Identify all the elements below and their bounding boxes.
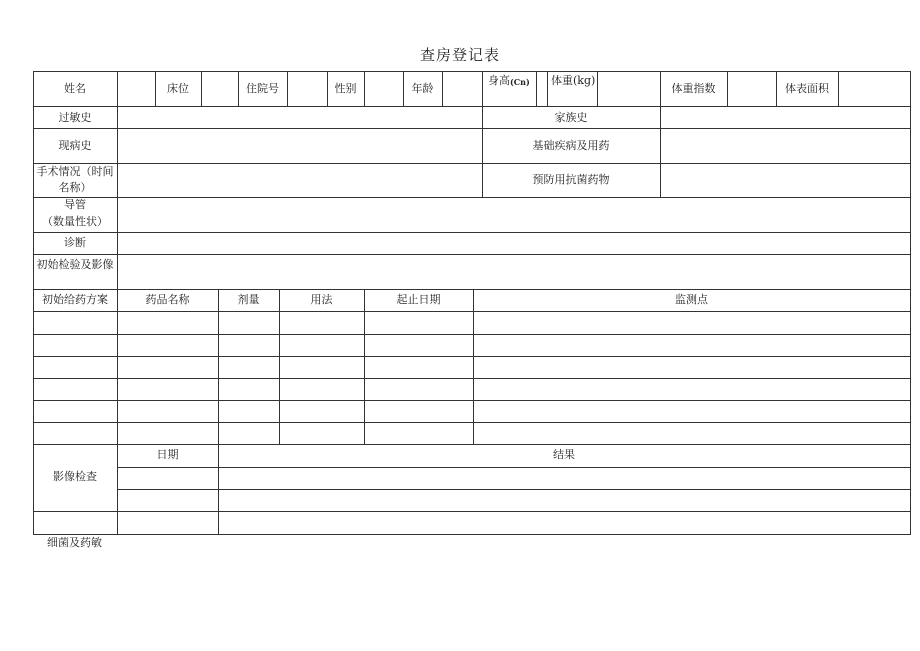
drug-plan-label: 初始给药方案 [42, 293, 108, 306]
weight-label: 体重(kg) [551, 74, 596, 87]
catheter-label-line1: 导管 [64, 198, 86, 211]
drug-table-cell[interactable] [279, 334, 365, 357]
drug-table-cell[interactable] [364, 356, 474, 379]
drug-table-cell[interactable] [117, 422, 219, 445]
basic-disease-label: 基础疾病及用药 [532, 139, 610, 152]
drug-table-cell[interactable] [279, 378, 365, 401]
height-label: 身高 [488, 74, 510, 87]
drug-table-cell[interactable] [473, 378, 911, 401]
drug-table-cell[interactable] [33, 422, 118, 445]
drug-table-cell[interactable] [364, 422, 474, 445]
imaging-result-cell[interactable] [218, 467, 911, 490]
admission-label: 住院号 [246, 82, 279, 95]
drug-table-cell[interactable] [364, 400, 474, 423]
prophylaxis-value-cell[interactable] [660, 163, 911, 198]
drug-table-cell[interactable] [117, 400, 219, 423]
drug-column-label: 药品名称 [145, 293, 190, 306]
diagnosis-label: 诊断 [64, 236, 86, 249]
drug-table-cell[interactable] [218, 311, 280, 335]
admission-value-cell[interactable] [287, 71, 328, 107]
prophylaxis-label: 预防用抗菌药物 [532, 173, 610, 186]
present-illness-label: 现病史 [58, 139, 92, 152]
drug-table-cell[interactable] [33, 334, 118, 357]
bmi-value-cell[interactable] [727, 71, 777, 107]
sex-label: 性别 [334, 82, 357, 95]
diagnosis-value-cell[interactable] [117, 232, 911, 255]
drug-table-cell[interactable] [117, 334, 219, 357]
family-value-cell[interactable] [660, 106, 911, 129]
drug-column-label: 用法 [310, 293, 333, 306]
drug-column-label: 监测点 [675, 293, 708, 306]
drug-table-cell[interactable] [33, 400, 118, 423]
surgery-value-cell[interactable] [117, 163, 483, 198]
drug-table-cell[interactable] [364, 334, 474, 357]
drug-table-cell[interactable] [473, 356, 911, 379]
bsa-value-cell[interactable] [838, 71, 911, 107]
drug-table-cell[interactable] [218, 356, 280, 379]
drug-table-cell[interactable] [117, 356, 219, 379]
imaging-label: 影像检查 [53, 470, 97, 483]
bacteria-label: 细菌及药敏 [47, 536, 102, 549]
drug-table-cell[interactable] [473, 334, 911, 357]
present-value-cell[interactable] [117, 128, 483, 164]
initial-exam-label: 初始检验及影像 [36, 258, 114, 271]
drug-table-cell[interactable] [218, 378, 280, 401]
name-label: 姓名 [64, 82, 86, 95]
age-label: 年龄 [411, 82, 434, 95]
drug-table-cell[interactable] [279, 422, 365, 445]
bacteria-label-cell [33, 511, 118, 535]
basic-disease-value-cell[interactable] [660, 128, 911, 164]
drug-table-cell[interactable] [218, 422, 280, 445]
drug-table-cell[interactable] [473, 311, 911, 335]
allergy-label: 过敏史 [58, 111, 92, 124]
drug-column-label: 剂量 [237, 293, 260, 306]
form-title: 查房登记表 [419, 46, 500, 64]
drug-table-cell[interactable] [473, 422, 911, 445]
family-label: 家族史 [554, 111, 588, 124]
drug-table-cell[interactable] [279, 400, 365, 423]
drug-table-cell[interactable] [218, 334, 280, 357]
imaging-date-label: 日期 [156, 448, 179, 461]
drug-table-cell[interactable] [364, 378, 474, 401]
bacteria-result-cell[interactable] [218, 511, 911, 535]
drug-table-cell[interactable] [279, 311, 365, 335]
imaging-date-cell[interactable] [117, 489, 219, 512]
drug-column-label: 起止日期 [396, 293, 441, 306]
imaging-result-cell[interactable] [218, 489, 911, 512]
height-unit: (Cn) [510, 77, 530, 87]
bed-label: 床位 [167, 82, 189, 95]
sex-value-cell[interactable] [364, 71, 404, 107]
imaging-date-cell[interactable] [117, 467, 219, 490]
surgery-label-line1: 手术情况（时间 [36, 165, 114, 178]
bed-value-cell[interactable] [201, 71, 239, 107]
drug-table-cell[interactable] [33, 356, 118, 379]
bsa-label: 体表面积 [785, 82, 829, 95]
drug-table-cell[interactable] [279, 356, 365, 379]
drug-table-cell[interactable] [473, 400, 911, 423]
allergy-value-cell[interactable] [117, 106, 483, 129]
weight-value-cell[interactable] [597, 71, 661, 107]
name-value-cell[interactable] [117, 71, 156, 107]
bmi-label: 体重指数 [671, 82, 716, 95]
catheter-label-line2: （数量性状） [42, 215, 108, 228]
catheter-value-cell[interactable] [117, 197, 911, 233]
drug-table-cell[interactable] [218, 400, 280, 423]
imaging-result-label: 结果 [553, 448, 575, 461]
initial-exam-value-cell[interactable] [117, 254, 911, 290]
drug-table-cell[interactable] [117, 311, 219, 335]
bacteria-date-cell[interactable] [117, 511, 219, 535]
drug-table-cell[interactable] [33, 311, 118, 335]
drug-table-cell[interactable] [117, 378, 219, 401]
drug-table-cell[interactable] [33, 378, 118, 401]
age-value-cell[interactable] [442, 71, 483, 107]
surgery-label-line2: 名称） [58, 181, 92, 194]
drug-table-cell[interactable] [364, 311, 474, 335]
